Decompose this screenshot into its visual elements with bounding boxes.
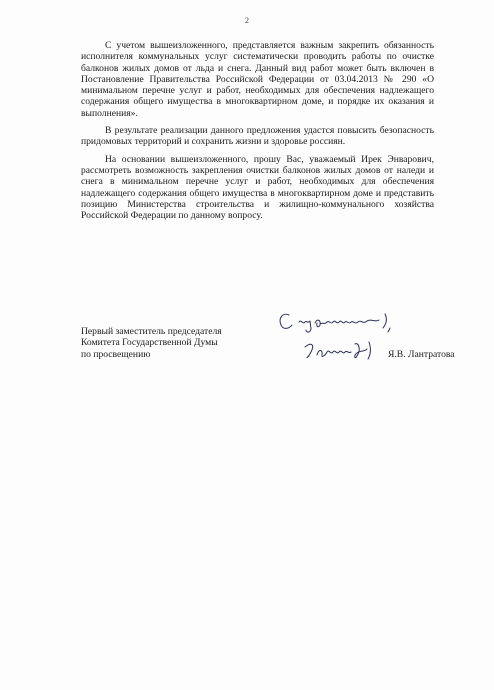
letter-body: [81, 40, 434, 227]
paragraph: На основании вышеизложенного, прошу Вас, уважаемый Ирек Энварович, рассмотреть возможность закрепления очистки балконов жилых домов от наледи и снега в минимальном перечне услуг и работ, необходимых для обеспечения надлежащего содержания общего имущества в многоквартирном доме и представить позицию Министерства строительства и жилищно-коммунального хозяйства Российской Федерации по данному вопросу.: [81, 153, 434, 222]
signatory-title: [81, 326, 222, 360]
signer-name: Я.В. Лантратова: [388, 349, 455, 360]
signatory-title-line: по просвещению: [81, 348, 151, 360]
signatory-title-line: Комитета Государственной Думы: [81, 337, 218, 349]
paragraph: В результате реализации данного предложения удастся повысить безопасность придомовых территорий и сохранить жизни и здоровье россиян.: [81, 125, 434, 148]
handwritten-signature: [275, 306, 410, 376]
paragraph: С учетом вышеизложенного, представляется важным закрепить обязанность исполнителя коммунальных услуг систематически проводить работы по очистке балконов жилых домов от льда и снега. Данный вид работ может быть включен в Постановление Правительства Российской Федерации от 03.04.2013 № 290 «О минимальном перечне услуг и работ, необходимых для обеспечения надлежащего содержания общего имущества в многоквартирном доме, и порядке их оказания и выполнения».: [81, 40, 434, 119]
signatory-title-line: Первый заместитель председателя: [81, 326, 222, 337]
page-number: 2: [245, 16, 249, 25]
